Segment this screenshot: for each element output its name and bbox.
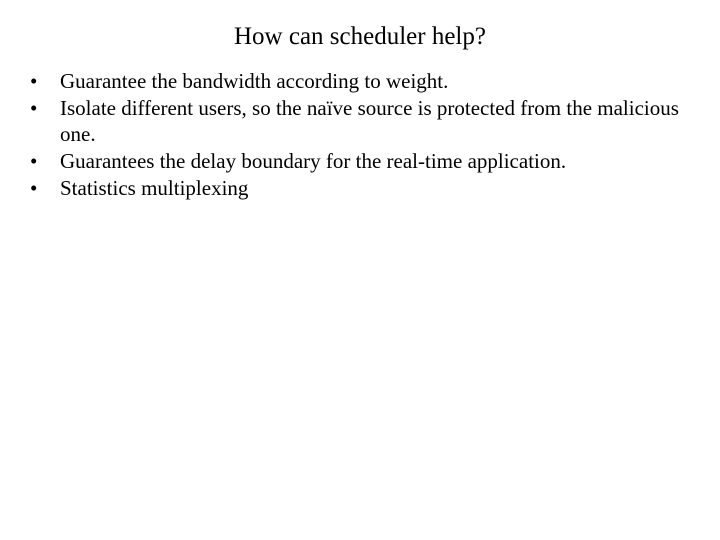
bullet-text: Isolate different users, so the naïve source is protected from the malicious one. xyxy=(60,96,679,146)
bullet-icon: • xyxy=(30,176,38,200)
bullet-item xyxy=(30,175,690,201)
bullet-list xyxy=(30,68,690,202)
bullet-icon: • xyxy=(30,96,38,120)
bullet-icon: • xyxy=(30,69,38,93)
bullet-item xyxy=(30,148,690,174)
bullet-icon: • xyxy=(30,149,38,173)
slide-title: How can scheduler help? xyxy=(234,23,486,50)
bullet-text: Guarantees the delay boundary for the real-time application. xyxy=(60,149,567,173)
bullet-item xyxy=(30,95,690,147)
bullet-text: Guarantee the bandwidth according to weight. xyxy=(60,69,449,93)
bullet-text: Statistics multiplexing xyxy=(60,176,249,200)
bullet-item xyxy=(30,68,690,94)
